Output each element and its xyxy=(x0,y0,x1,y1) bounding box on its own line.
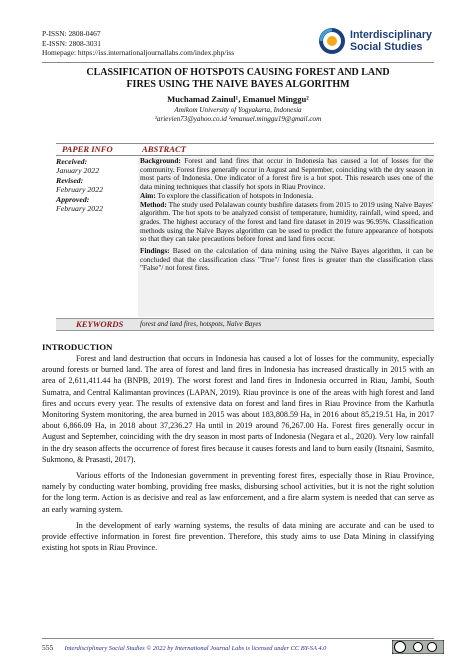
keywords-heading: KEYWORDS xyxy=(76,319,124,329)
introduction-heading: INTRODUCTION xyxy=(42,342,113,352)
header-divider xyxy=(42,62,434,63)
abstract-body xyxy=(140,157,433,273)
affiliation: Amikom University of Yogyakarta, Indonesia xyxy=(174,106,302,114)
author-emails[interactable]: ¹arievien73@yahoo.co.id ²emanuel.minggu19@gmail.com xyxy=(154,115,322,123)
eissn: E-ISSN: 2808-3031 xyxy=(42,38,101,48)
journal-logo-icon xyxy=(318,27,346,55)
abstract-method-para: Method: The study used Pelalawan county bushfire datasets from 2015 to 2019 using Naïve Bayes' algorithm. The hot spots to be analyzed consist of temperature, humidity, rainfall, wind speed, and grades. The highest accuracy of the forest and land fire dataset in 2019 was 96.95%. Classification methods using the Naïve Bayes algorithm can be used to predict the future appearance of hotspots so that they can take precautions before forest and land fires occur. xyxy=(140,199,433,244)
abstract-heading: ABSTRACT xyxy=(142,144,186,154)
license-line[interactable]: Interdisciplinary Social Studies © 2022 by International Journal Labs is licensed under CC BY-SA 4.0 xyxy=(64,645,327,652)
introduction-body xyxy=(42,353,434,553)
abstract-background-para: Background: Forest and land fires that occur in Indonesia has caused a lot of losses for the community. Forest fires generally occur in August and September, coinciding with the dry season in most parts of Indonesia. One indicator of a forest fire is a hot spot. This research uses one of the data mining techniques that classify hot spots in Riau Province. xyxy=(140,156,433,192)
intro-paragraph-2: Various efforts of the Indonesian government in preventing forest fires, especially those in Riau Province, namely by conducting water bombing, providing free masks, disbursing school activities, but it is not the right solution for the long term. Action is as decisive and real as law enforcement, and a fire alarm system is needed that can serve as an early warning system. xyxy=(42,471,434,514)
journal-logo xyxy=(318,27,458,55)
authors: Muchamad Zainul¹, Emanuel Minggu² xyxy=(167,94,309,104)
revised-date: February 2022 xyxy=(56,185,103,195)
received-date: January 2022 xyxy=(56,166,100,176)
cc-by-sa-icon xyxy=(392,640,444,654)
intro-paragraph-3: In the development of early warning systems, the results of data mining are accurate and can be used to provide effective information in forest fire prevention. Therefore, this study aims to use Data Mining in classifying existing hot spots in Riau Province. xyxy=(42,520,434,553)
journal-name-line1: Interdisciplinary xyxy=(350,29,432,41)
journal-meta xyxy=(42,29,234,58)
abstract-aim-para: Aim: To explore the classification of hotspots in Indonesia. xyxy=(140,190,314,200)
intro-paragraph-1: Forest and land destruction that occurs in Indonesia has caused a lot of losses for the community, especially around forests or burned land. The area of forest and land fires in Indonesia has increased drastically in 2015 with an area of 2,611,411.44 ha (BNPB, 2019). The worst forest and land fires in Indonesia occurred in Riau, Jambi, South Sumatra, and Central Kalimantan provinces (LAPAN, 2019). Riau province is one of the areas with high forest and land fires and occurs every year. The results of extensive data on forest and land fires in Riau Province from the Karhutla Monitoring System monitoring, the area burned in 2015 was about 183,808.59 Ha, in 2016 about 85,219.51 Ha, in 2017 about 6,866.09 Ha, in 2018 about 37,236.27 Ha until in 2019 around 76,267.00 Ha. Forest fires generally occur in August and September, coinciding with the dry season in most parts of Indonesia (Negara et al., 2020). Very low rainfall in the dry season affects the occurrence of forest fires because it causes forests and land to burn easily (Itsnaini, Sasmito, Sukmono, & Prasasti, 2017). xyxy=(42,354,434,464)
page-number: 555 xyxy=(42,643,54,652)
page-footer xyxy=(42,644,434,653)
title-line-1: CLASSIFICATION OF HOTSPOTS CAUSING FOREST AND LAND xyxy=(86,67,390,78)
paper-info-heading: PAPER INFO xyxy=(62,144,113,154)
homepage-link[interactable]: Homepage: https://iss.internationaljournallabs.com/index.php/iss xyxy=(42,48,235,58)
affiliation-block xyxy=(42,106,434,124)
pissn: P-ISSN: 2808-0467 xyxy=(42,29,101,38)
keywords-list: forest and land fires, hotspots, Naïve Bayes xyxy=(140,320,262,328)
paper-title xyxy=(42,67,434,91)
title-line-2: FIRES USING THE NAIVE BAYES ALGORITHM xyxy=(126,78,350,90)
journal-name-line2: Social Studies xyxy=(350,40,423,53)
abstract-findings-para: Findings: Based on the calculation of data mining using the Naïve Bayes algorithm, it can be concluded that the classification class "True"/ forest fires is greater than the classification class "False"/ not forest fires. xyxy=(140,246,434,273)
approved-date: February 2022 xyxy=(56,204,103,214)
cc-license-badge[interactable] xyxy=(392,640,444,654)
approved-label: Approved: xyxy=(56,194,90,204)
revised-label: Revised: xyxy=(56,175,84,185)
received-label: Received: xyxy=(56,157,88,166)
footer-divider xyxy=(42,638,434,639)
paper-info-column xyxy=(56,157,136,213)
